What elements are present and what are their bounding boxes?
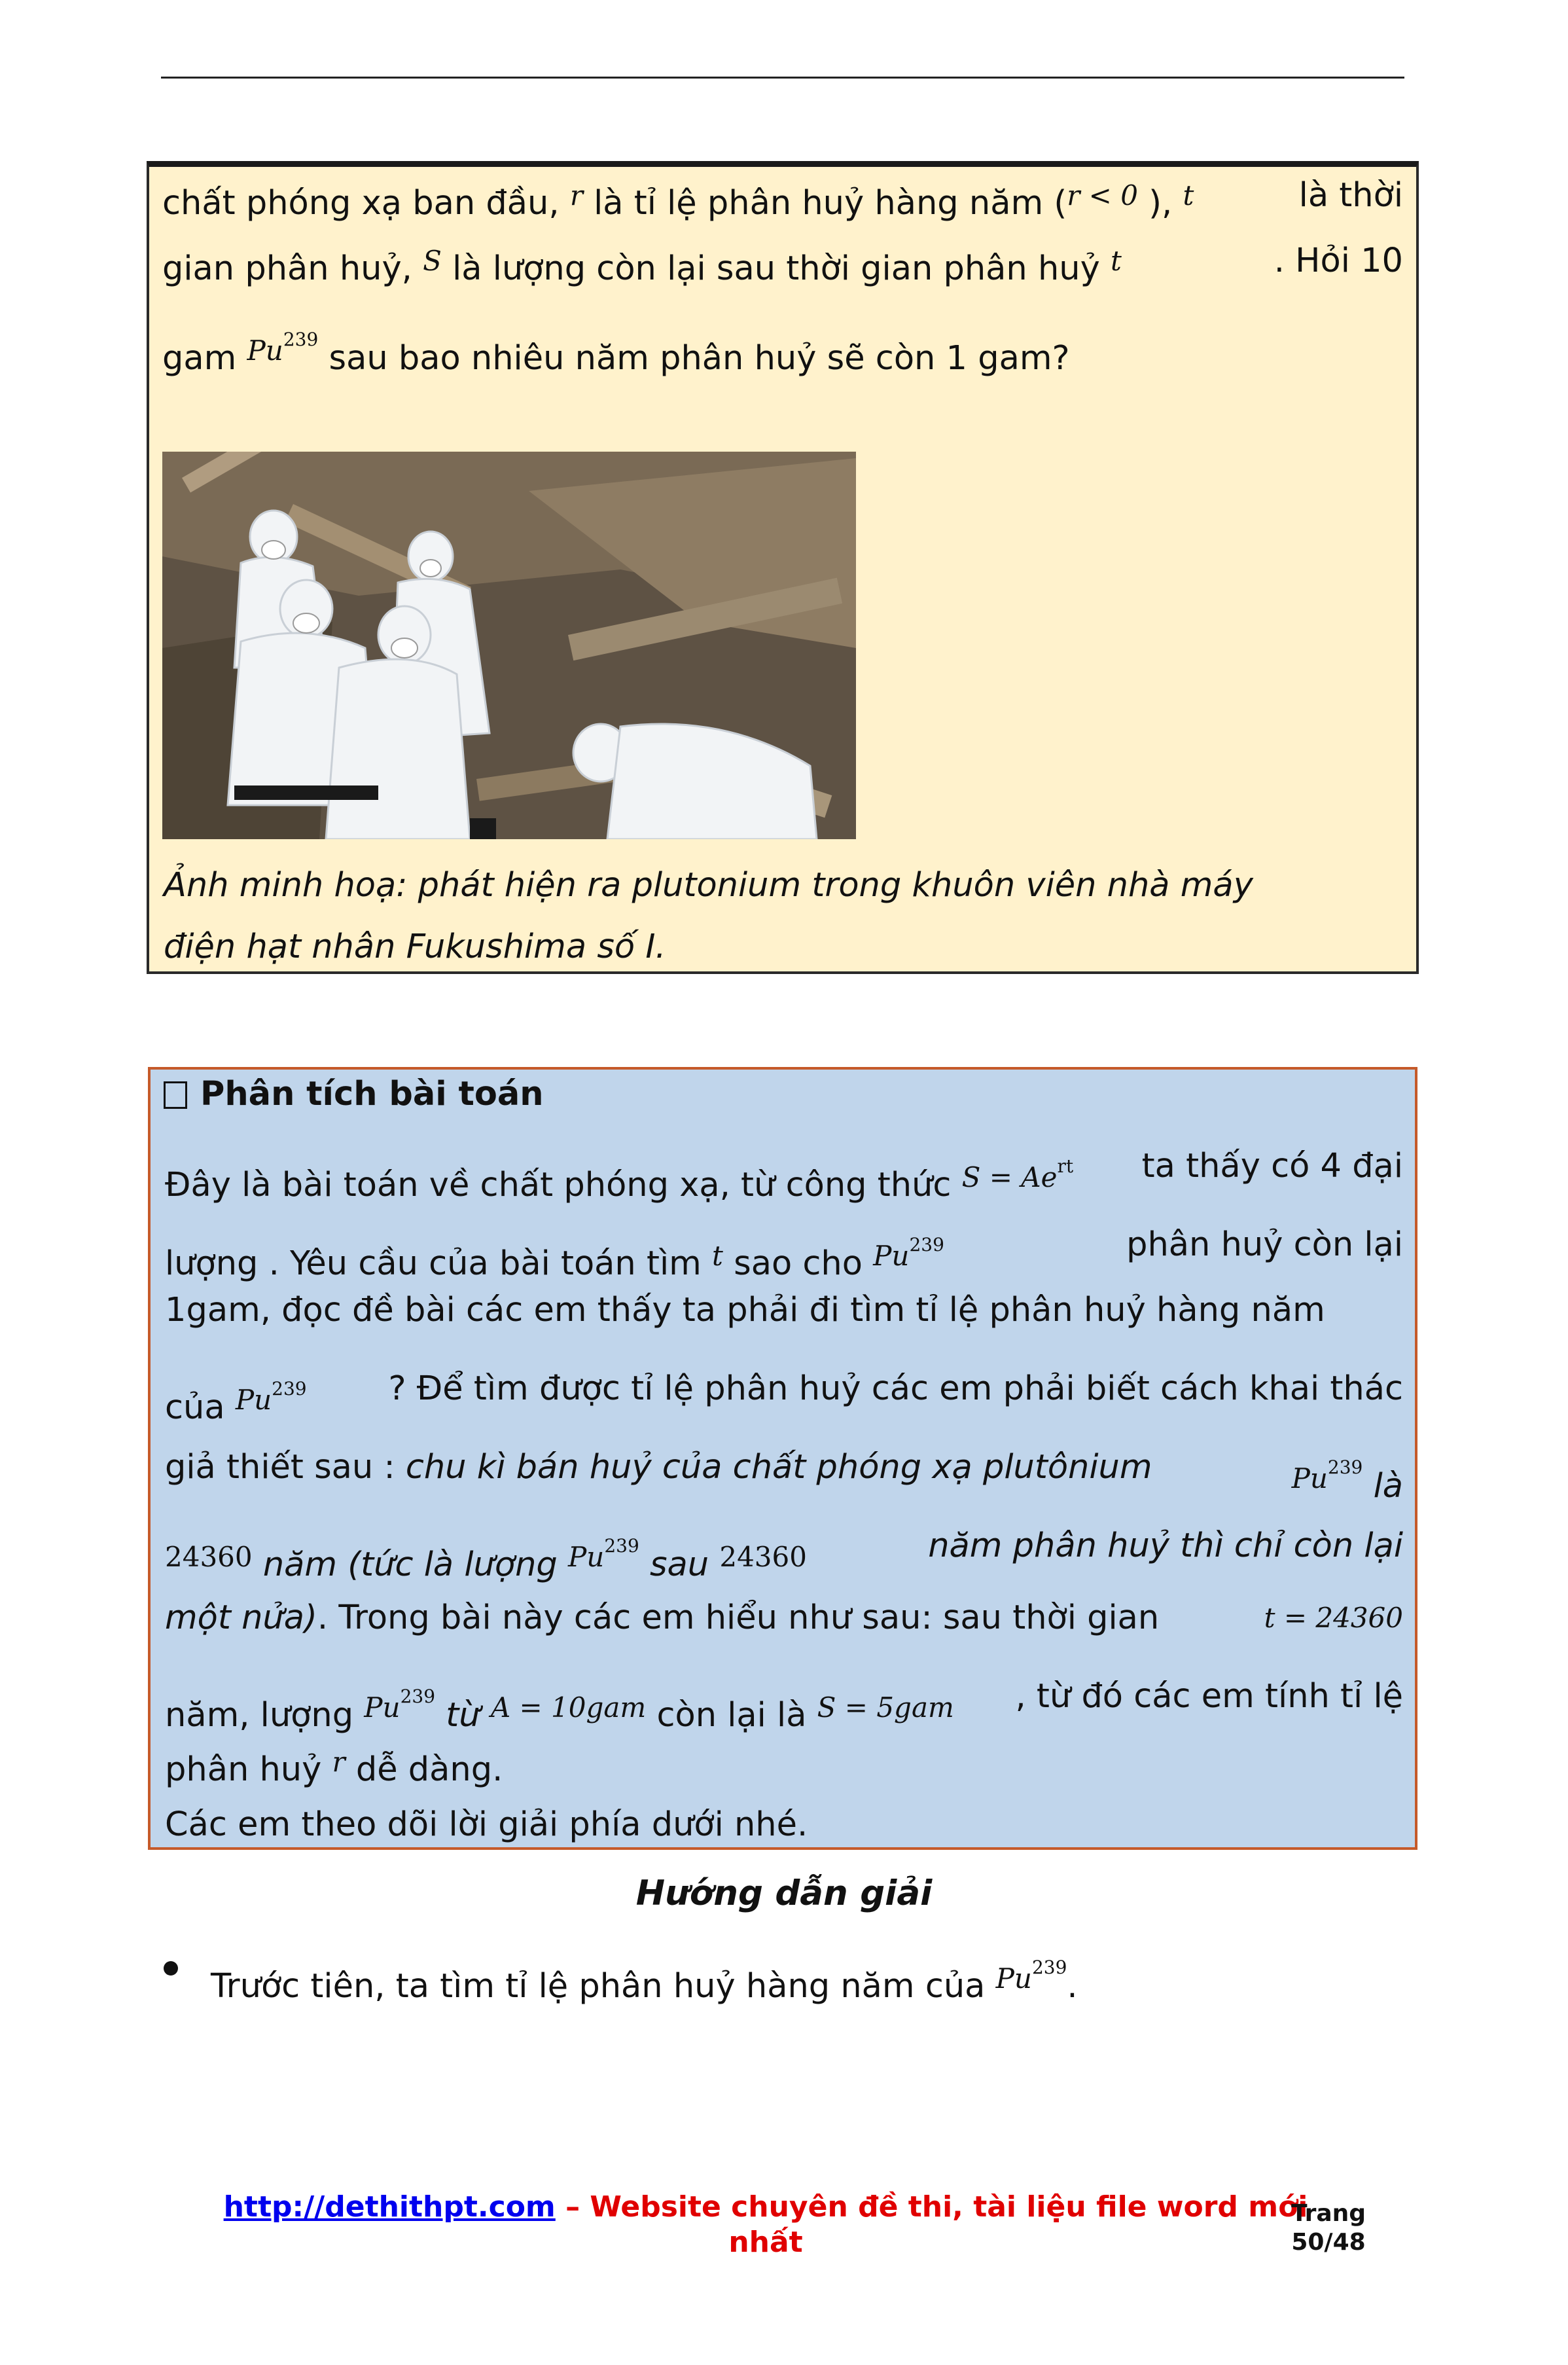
fukushima-workers-photo (162, 452, 856, 839)
footer-text: – Website chuyên đề thi, tài liệu file word mới nhất (555, 2190, 1308, 2259)
problem-box (147, 161, 1419, 974)
analysis-line-8: năm, lượng $^{Pu^{239}}$ từ $^{A = 10gam}$ còn lại là $^{S = 5gam}$ , từ đó các em tính tỉ lệ (165, 1677, 1403, 1735)
checkbox-icon (164, 1081, 187, 1109)
problem-line-1: chất phóng xạ ban đầu, $^r$ là tỉ lệ phân huỷ hàng năm ($^{r < 0}$ ), $^t$ là thời (162, 176, 1403, 223)
photo-caption-line-2: điện hạt nhân Fukushima số I. (164, 928, 666, 966)
website-link[interactable]: http://dethithpt.com (223, 2190, 556, 2224)
header-rule (161, 77, 1404, 79)
analysis-line-6: $^{24360}$ năm (tức là lượng $^{Pu^{239}}$ sau $^{24360}$ năm phân huỷ thì chỉ còn lại (165, 1526, 1403, 1584)
bullet-icon (164, 1961, 178, 1976)
analysis-line-9: phân huỷ $^r$ dễ dàng. (165, 1746, 503, 1789)
problem-line-2: gian phân huỷ, $^S$ là lượng còn lại sau thời gian phân huỷ $^t$ . Hỏi 10 (162, 242, 1403, 288)
analysis-box (148, 1067, 1417, 1850)
analysis-line-2: lượng . Yêu cầu của bài toán tìm $^t$ sao cho $^{Pu^{239}}$ phân huỷ còn lại (165, 1225, 1403, 1283)
solution-heading: Hướng dẫn giải (635, 1873, 933, 1913)
analysis-line-7: một nửa). Trong bài này các em hiểu như sau: sau thời gian t = 24360 (165, 1598, 1403, 1637)
analysis-line-10: Các em theo dõi lời giải phía dưới nhé. (165, 1805, 808, 1844)
analysis-line-3: 1gam, đọc đề bài các em thấy ta phải đi tìm tỉ lệ phân huỷ hàng năm (165, 1291, 1325, 1329)
photo-caption-line-1: Ảnh minh hoạ: phát hiện ra plutonium trong khuôn viên nhà máy (164, 866, 1253, 905)
analysis-line-4: của $^{Pu^{239}}$ ? Để tìm được tỉ lệ phân huỷ các em phải biết cách khai thác (165, 1369, 1403, 1427)
solution-step-1: Trước tiên, ta tìm tỉ lệ phân huỷ hàng năm của $^{Pu^{239}}$. (211, 1957, 1078, 2006)
problem-line-3: gam $^{Pu^{239}}$ sau bao nhiêu năm phân huỷ sẽ còn 1 gam? (162, 329, 1070, 378)
footer (190, 2190, 1342, 2260)
analysis-line-1: Đây là bài toán về chất phóng xạ, từ công thức $^{S = Ae^{rt}}$ ta thấy có 4 đại (165, 1147, 1403, 1204)
page-number: Trang 50/48 (1291, 2200, 1366, 2256)
analysis-line-5: giả thiết sau : chu kì bán huỷ của chất phóng xạ plutônium $^{Pu^{239}}$ là (165, 1448, 1403, 1506)
analysis-heading: Phân tích bài toán (164, 1075, 544, 1114)
